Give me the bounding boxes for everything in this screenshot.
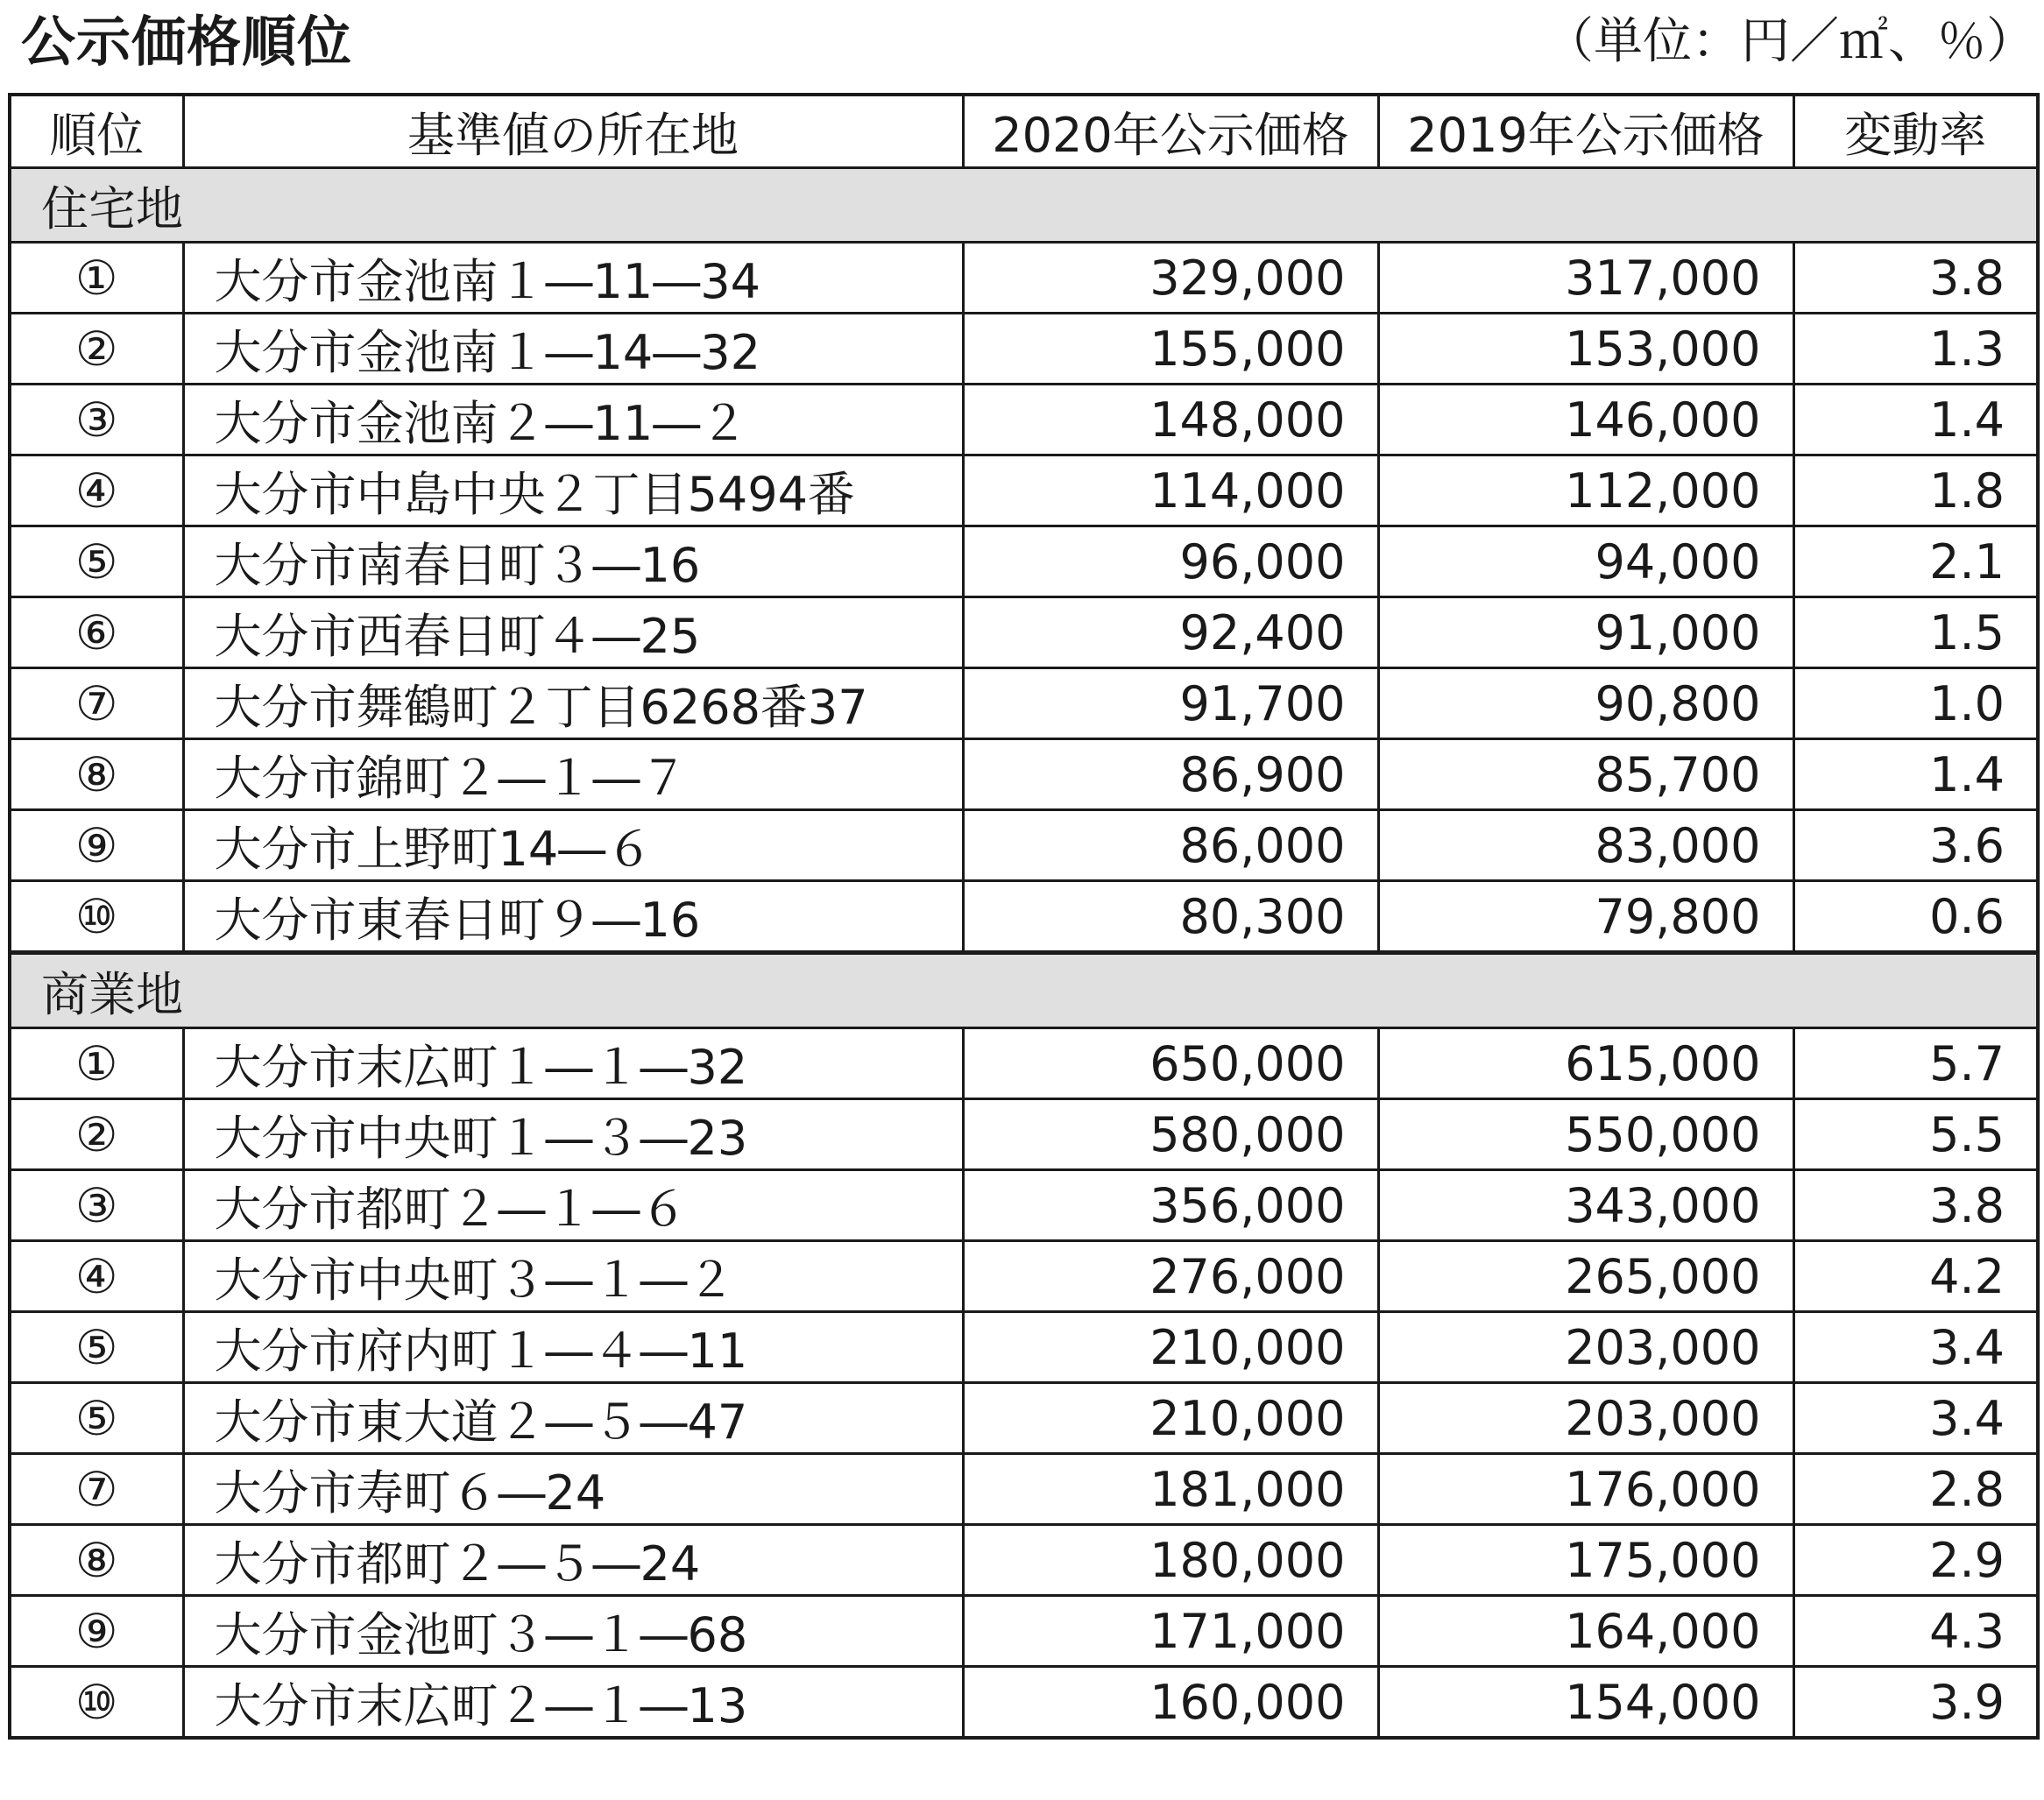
price-2020-cell: 114,000 — [963, 455, 1378, 526]
location-cell: 大分市金池南１―14―32 — [183, 314, 963, 385]
price-2020-cell: 160,000 — [963, 1667, 1378, 1739]
price-2020-cell: 356,000 — [963, 1170, 1378, 1241]
rank-cell: ⑤ — [10, 1312, 183, 1383]
change-rate-cell: 3.4 — [1793, 1383, 2038, 1454]
location-cell: 大分市南春日町３―16 — [183, 526, 963, 597]
change-rate-cell: 1.4 — [1793, 385, 2038, 455]
location-cell: 大分市西春日町４―25 — [183, 597, 963, 668]
table-row — [10, 597, 2038, 668]
price-2019-cell: 79,800 — [1378, 881, 1793, 953]
rank-cell: ③ — [10, 385, 183, 455]
price-2019-cell: 175,000 — [1378, 1525, 1793, 1596]
price-2020-cell: 92,400 — [963, 597, 1378, 668]
table-row — [10, 1028, 2038, 1099]
rank-cell: ① — [10, 243, 183, 314]
price-2020-cell: 86,900 — [963, 739, 1378, 810]
price-2019-cell: 90,800 — [1378, 668, 1793, 739]
table-body — [10, 168, 2038, 1739]
location-cell: 大分市寿町６―24 — [183, 1454, 963, 1525]
price-2019-cell: 317,000 — [1378, 243, 1793, 314]
rank-cell: ⑦ — [10, 1454, 183, 1525]
rank-cell: ⑧ — [10, 739, 183, 810]
section-header-row — [10, 953, 2038, 1028]
price-2019-cell: 203,000 — [1378, 1383, 1793, 1454]
table-header-row — [10, 95, 2038, 168]
header-price-2019: 2019年公示価格 — [1378, 95, 1793, 168]
change-rate-cell: 1.3 — [1793, 314, 2038, 385]
price-2019-cell: 153,000 — [1378, 314, 1793, 385]
unit-note: （単位：円／㎡、％） — [1545, 13, 2035, 70]
table-row — [10, 1454, 2038, 1525]
change-rate-cell: 2.1 — [1793, 526, 2038, 597]
price-2019-cell: 343,000 — [1378, 1170, 1793, 1241]
page-title: 公示価格順位 — [21, 10, 353, 74]
location-cell: 大分市上野町14―６ — [183, 810, 963, 881]
change-rate-cell: 3.9 — [1793, 1667, 2038, 1739]
location-cell: 大分市東春日町９―16 — [183, 881, 963, 953]
location-cell: 大分市中央町３―１―２ — [183, 1241, 963, 1312]
price-2020-cell: 171,000 — [963, 1596, 1378, 1667]
change-rate-cell: 0.6 — [1793, 881, 2038, 953]
location-cell: 大分市都町２―１―６ — [183, 1170, 963, 1241]
table-row — [10, 810, 2038, 881]
header-change-rate: 変動率 — [1793, 95, 2038, 168]
rank-cell: ① — [10, 1028, 183, 1099]
table-row — [10, 739, 2038, 810]
price-2020-cell: 155,000 — [963, 314, 1378, 385]
table-row — [10, 1312, 2038, 1383]
rank-cell: ② — [10, 1099, 183, 1170]
table-row — [10, 243, 2038, 314]
price-2019-cell: 176,000 — [1378, 1454, 1793, 1525]
change-rate-cell: 1.5 — [1793, 597, 2038, 668]
table-row — [10, 314, 2038, 385]
price-2020-cell: 210,000 — [963, 1312, 1378, 1383]
table-row — [10, 668, 2038, 739]
header-price-2020: 2020年公示価格 — [963, 95, 1378, 168]
table-row — [10, 455, 2038, 526]
price-2020-cell: 96,000 — [963, 526, 1378, 597]
price-2019-cell: 85,700 — [1378, 739, 1793, 810]
price-2019-cell: 550,000 — [1378, 1099, 1793, 1170]
price-2019-cell: 203,000 — [1378, 1312, 1793, 1383]
header-location: 基準値の所在地 — [183, 95, 963, 168]
price-2020-cell: 650,000 — [963, 1028, 1378, 1099]
rank-cell: ② — [10, 314, 183, 385]
change-rate-cell: 3.4 — [1793, 1312, 2038, 1383]
price-ranking-table — [8, 93, 2040, 1740]
price-2019-cell: 615,000 — [1378, 1028, 1793, 1099]
table-row — [10, 385, 2038, 455]
location-cell: 大分市都町２―５―24 — [183, 1525, 963, 1596]
price-2020-cell: 276,000 — [963, 1241, 1378, 1312]
price-2019-cell: 112,000 — [1378, 455, 1793, 526]
table-row — [10, 1667, 2038, 1739]
table-row — [10, 1170, 2038, 1241]
location-cell: 大分市末広町１―１―32 — [183, 1028, 963, 1099]
location-cell: 大分市錦町２―１―７ — [183, 739, 963, 810]
rank-cell: ⑦ — [10, 668, 183, 739]
rank-cell: ⑩ — [10, 1667, 183, 1739]
location-cell: 大分市中央町１―３―23 — [183, 1099, 963, 1170]
change-rate-cell: 1.8 — [1793, 455, 2038, 526]
table-row — [10, 1241, 2038, 1312]
change-rate-cell: 3.8 — [1793, 1170, 2038, 1241]
change-rate-cell: 2.9 — [1793, 1525, 2038, 1596]
location-cell: 大分市中島中央２丁目5494番 — [183, 455, 963, 526]
price-2020-cell: 329,000 — [963, 243, 1378, 314]
table-row — [10, 1099, 2038, 1170]
change-rate-cell: 3.8 — [1793, 243, 2038, 314]
table-row — [10, 1383, 2038, 1454]
change-rate-cell: 3.6 — [1793, 810, 2038, 881]
location-cell: 大分市末広町２―１―13 — [183, 1667, 963, 1739]
location-cell: 大分市金池南２―11―２ — [183, 385, 963, 455]
change-rate-cell: 1.4 — [1793, 739, 2038, 810]
table-row — [10, 526, 2038, 597]
rank-cell: ⑨ — [10, 810, 183, 881]
change-rate-cell: 2.8 — [1793, 1454, 2038, 1525]
section-label: 商業地 — [10, 953, 2038, 1028]
rank-cell: ④ — [10, 1241, 183, 1312]
price-2019-cell: 94,000 — [1378, 526, 1793, 597]
header-rank: 順位 — [10, 95, 183, 168]
price-2020-cell: 181,000 — [963, 1454, 1378, 1525]
table-row — [10, 1525, 2038, 1596]
rank-cell: ④ — [10, 455, 183, 526]
section-label: 住宅地 — [10, 168, 2038, 243]
change-rate-cell: 1.0 — [1793, 668, 2038, 739]
price-2020-cell: 210,000 — [963, 1383, 1378, 1454]
price-2020-cell: 148,000 — [963, 385, 1378, 455]
table-row — [10, 1596, 2038, 1667]
price-2019-cell: 265,000 — [1378, 1241, 1793, 1312]
price-2019-cell: 146,000 — [1378, 385, 1793, 455]
price-2019-cell: 91,000 — [1378, 597, 1793, 668]
table-row — [10, 881, 2038, 953]
change-rate-cell: 5.5 — [1793, 1099, 2038, 1170]
rank-cell: ⑤ — [10, 526, 183, 597]
price-2020-cell: 91,700 — [963, 668, 1378, 739]
location-cell: 大分市府内町１―４―11 — [183, 1312, 963, 1383]
rank-cell: ⑩ — [10, 881, 183, 953]
location-cell: 大分市東大道２―５―47 — [183, 1383, 963, 1454]
change-rate-cell: 4.3 — [1793, 1596, 2038, 1667]
location-cell: 大分市金池町３―１―68 — [183, 1596, 963, 1667]
change-rate-cell: 4.2 — [1793, 1241, 2038, 1312]
price-2019-cell: 83,000 — [1378, 810, 1793, 881]
rank-cell: ⑥ — [10, 597, 183, 668]
price-2020-cell: 180,000 — [963, 1525, 1378, 1596]
price-2019-cell: 154,000 — [1378, 1667, 1793, 1739]
price-2020-cell: 80,300 — [963, 881, 1378, 953]
rank-cell: ③ — [10, 1170, 183, 1241]
price-2020-cell: 86,000 — [963, 810, 1378, 881]
price-2019-cell: 164,000 — [1378, 1596, 1793, 1667]
location-cell: 大分市金池南１―11―34 — [183, 243, 963, 314]
rank-cell: ⑧ — [10, 1525, 183, 1596]
rank-cell: ⑤ — [10, 1383, 183, 1454]
rank-cell: ⑨ — [10, 1596, 183, 1667]
change-rate-cell: 5.7 — [1793, 1028, 2038, 1099]
section-header-row — [10, 168, 2038, 243]
location-cell: 大分市舞鶴町２丁目6268番37 — [183, 668, 963, 739]
price-2020-cell: 580,000 — [963, 1099, 1378, 1170]
